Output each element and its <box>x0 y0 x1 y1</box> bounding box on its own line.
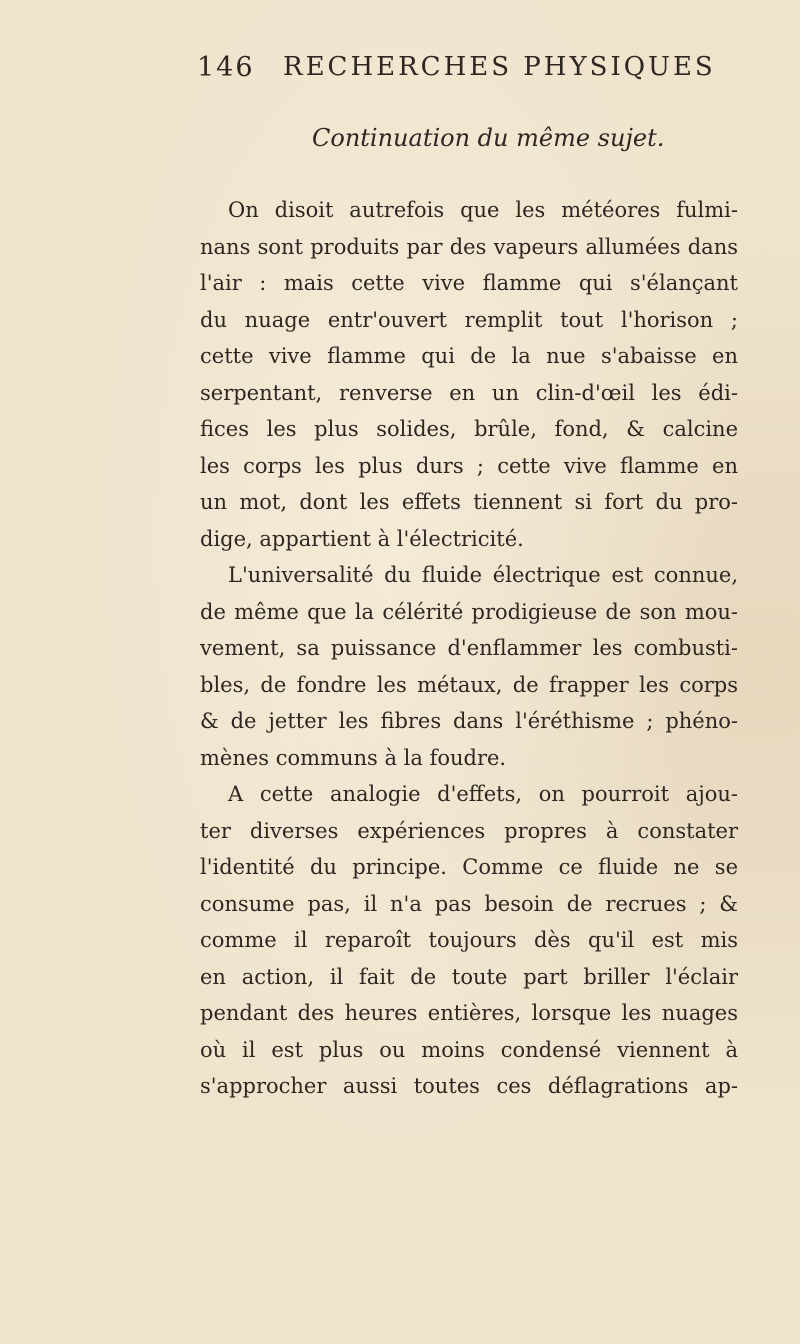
text-line: L'universalité du fluide électrique est connue, <box>228 563 738 587</box>
text-line: cette vive flamme qui de la nue s'abaisse en <box>200 344 738 368</box>
text-line: dige, appartient à l'électricité. <box>200 526 524 551</box>
page-header <box>197 52 737 88</box>
body-text <box>200 192 738 1105</box>
paragraph-3 <box>200 776 738 1105</box>
text-line: nans sont produits par des vapeurs allumées dans <box>200 234 738 259</box>
text-line: s'approcher aussi toutes ces déflagrations ap- <box>200 1074 738 1098</box>
paragraph-2 <box>200 557 738 776</box>
text-line: mènes communs à la foudre. <box>200 745 507 770</box>
text-line: & de jetter les fibres dans l'éréthisme ; phéno- <box>200 709 738 733</box>
text-line: bles, de fondre les métaux, de frapper les corps <box>200 672 738 697</box>
text-line: vement, sa puissance d'enflammer les combusti- <box>200 636 738 660</box>
text-line: On disoit autrefois que les météores fulmi- <box>228 198 738 222</box>
text-line: A cette analogie d'effets, on pourroit ajou- <box>228 782 738 806</box>
text-line: du nuage entr'ouvert remplit tout l'horison ; <box>200 307 738 332</box>
text-line: comme il reparoît toujours dès qu'il est mis <box>200 928 738 952</box>
page-number: 146 <box>197 52 255 83</box>
text-line: un mot, dont les effets tiennent si fort du pro- <box>200 490 738 514</box>
text-line: les corps les plus durs ; cette vive flamme en <box>200 453 738 478</box>
text-line: serpentant, renverse en un clin-d'œil les édi- <box>200 380 738 405</box>
running-title: RECHERCHES PHYSIQUES <box>283 52 716 82</box>
text-line: consume pas, il n'a pas besoin de recrues ; & <box>200 891 738 916</box>
text-line: de même que la célérité prodigieuse de son mou- <box>200 599 738 624</box>
text-line: en action, il fait de toute part briller l'éclair <box>200 964 738 989</box>
text-line: pendant des heures entières, lorsque les nuages <box>200 1001 738 1025</box>
text-line: ter diverses expériences propres à constater <box>200 818 738 843</box>
text-line: où il est plus ou moins condensé viennent à <box>200 1037 738 1062</box>
paragraph-1 <box>200 192 738 557</box>
text-line: fices les plus solides, brûle, fond, & calcine <box>200 417 738 441</box>
text-line: l'air : mais cette vive flamme qui s'élançant <box>200 271 738 295</box>
section-title: Continuation du même sujet. <box>312 124 665 152</box>
text-line: l'identité du principe. Comme ce fluide ne se <box>200 855 738 879</box>
